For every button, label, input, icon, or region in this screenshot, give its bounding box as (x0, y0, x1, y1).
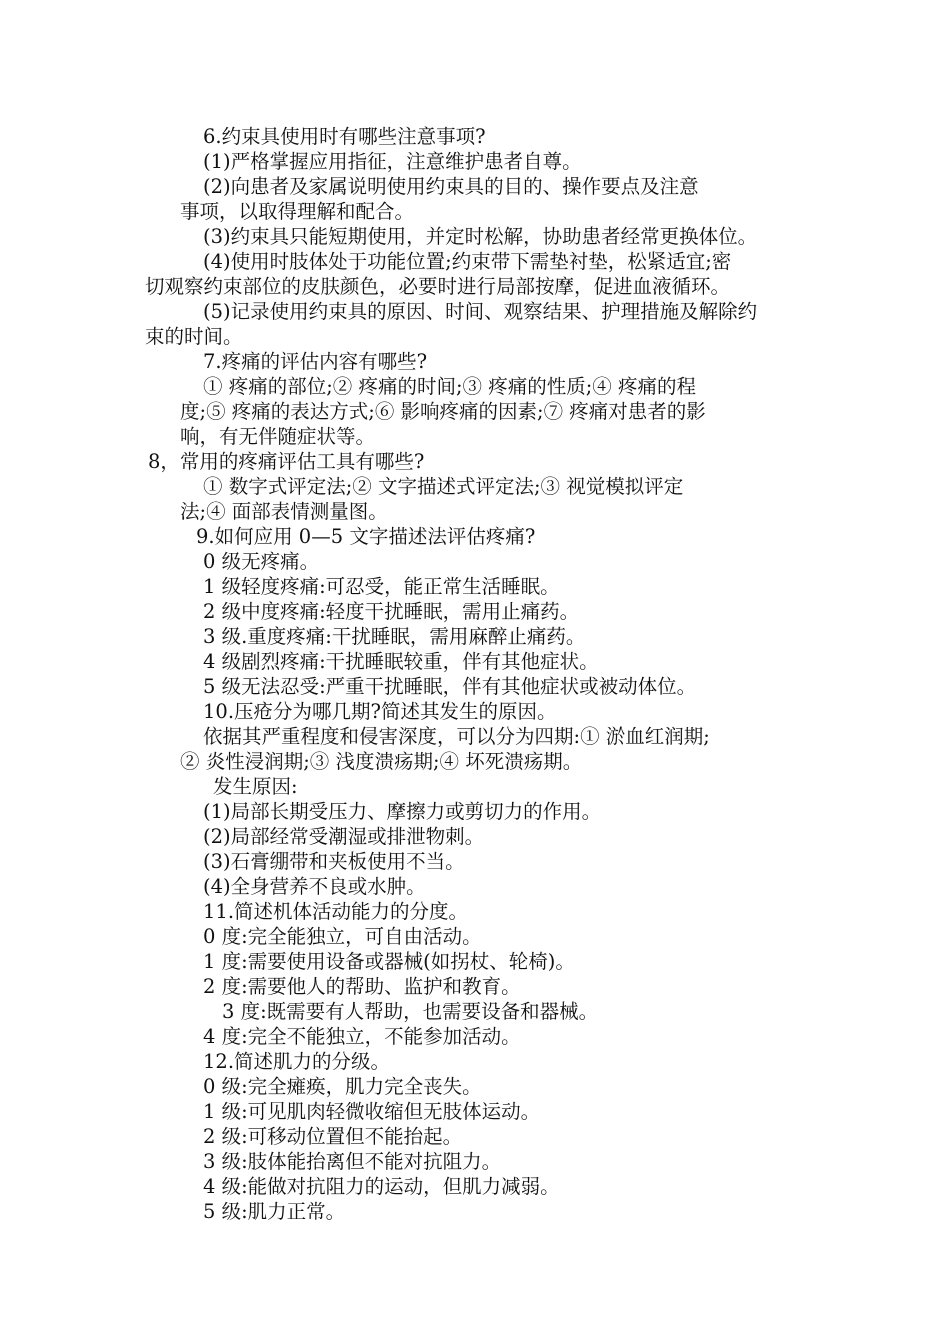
text-line: 3 级:肢体能抬离但不能对抗阻力。 (203, 1150, 502, 1173)
text-line: 事项，以取得理解和配合。 (180, 200, 415, 223)
text-line: (4)全身营养不良或水肿。 (203, 875, 426, 898)
text-line: (5)记录使用约束具的原因、时间、观察结果、护理措施及解除约 (203, 300, 758, 323)
text-line: 4 级剧烈疼痛:干扰睡眠较重，伴有其他症状。 (203, 650, 599, 673)
text-line: 3 度:既需要有人帮助，也需要设备和器械。 (222, 1000, 599, 1023)
text-line: 1 度:需要使用设备或器械(如拐杖、轮椅)。 (203, 950, 575, 973)
text-line: ① 疼痛的部位;② 疼痛的时间;③ 疼痛的性质;④ 疼痛的程 (203, 375, 697, 398)
text-line: 度;⑤ 疼痛的表达方式;⑥ 影响疼痛的因素;⑦ 疼痛对患者的影 (180, 400, 706, 423)
text-line: 0 级无疼痛。 (203, 550, 320, 573)
text-line: 切观察约束部位的皮肤颜色，必要时进行局部按摩，促进血液循环。 (145, 275, 731, 298)
question-12-heading: 12.简述肌力的分级。 (203, 1050, 391, 1073)
text-line: 4 度:完全不能独立，不能参加活动。 (203, 1025, 521, 1048)
text-line: (3)约束具只能短期使用，并定时松解，协助患者经常更换体位。 (203, 225, 758, 248)
question-6-heading: 6.约束具使用时有哪些注意事项? (203, 125, 486, 148)
text-line: 4 级:能做对抗阻力的运动，但肌力减弱。 (203, 1175, 560, 1198)
text-line: ② 炎性浸润期;③ 浅度溃疡期;④ 坏死溃疡期。 (180, 750, 583, 773)
text-line: 5 级无法忍受:严重干扰睡眠，伴有其他症状或被动体位。 (203, 675, 697, 698)
text-line: (3)石膏绷带和夹板使用不当。 (203, 850, 465, 873)
text-line: 响，有无伴随症状等。 (180, 425, 376, 448)
question-10-heading: 10.压疮分为哪几期?简述其发生的原因。 (203, 700, 557, 723)
question-7-heading: 7.疼痛的评估内容有哪些? (203, 350, 428, 373)
text-line: (1)局部长期受压力、摩擦力或剪切力的作用。 (203, 800, 602, 823)
text-line: 法;④ 面部表情测量图。 (180, 500, 388, 523)
text-line: (2)向患者及家属说明使用约束具的目的、操作要点及注意 (203, 175, 699, 198)
text-line: 5 级:肌力正常。 (203, 1200, 346, 1223)
text-line: 发生原因: (213, 775, 298, 798)
text-line: 依据其严重程度和侵害深度，可以分为四期:① 淤血红润期; (203, 725, 710, 748)
question-9-heading: 9.如何应用 0—5 文字描述法评估疼痛? (196, 525, 536, 548)
text-line: (2)局部经常受潮湿或排泄物刺。 (203, 825, 485, 848)
text-line: 2 级:可移动位置但不能抬起。 (203, 1125, 463, 1148)
text-line: (4)使用时肢体处于功能位置;约束带下需垫衬垫，松紧适宜;密 (203, 250, 732, 273)
question-8-heading: 8，常用的疼痛评估工具有哪些? (148, 450, 425, 473)
text-line: 束的时间。 (145, 325, 243, 348)
text-line: 1 级轻度疼痛:可忍受，能正常生活睡眠。 (203, 575, 560, 598)
text-line: (1)严格掌握应用指征，注意维护患者自尊。 (203, 150, 582, 173)
text-line: 3 级.重度疼痛:干扰睡眠，需用麻醉止痛药。 (203, 625, 586, 648)
text-line: ① 数字式评定法;② 文字描述式评定法;③ 视觉模拟评定 (203, 475, 684, 498)
text-line: 0 度:完全能独立，可自由活动。 (203, 925, 482, 948)
text-line: 0 级:完全瘫痪，肌力完全丧失。 (203, 1075, 482, 1098)
text-line: 2 级中度疼痛:轻度干扰睡眠，需用止痛药。 (203, 600, 580, 623)
question-11-heading: 11.简述机体活动能力的分度。 (203, 900, 469, 923)
text-line: 2 度:需要他人的帮助、监护和教育。 (203, 975, 521, 998)
text-line: 1 级:可见肌肉轻微收缩但无肢体运动。 (203, 1100, 541, 1123)
